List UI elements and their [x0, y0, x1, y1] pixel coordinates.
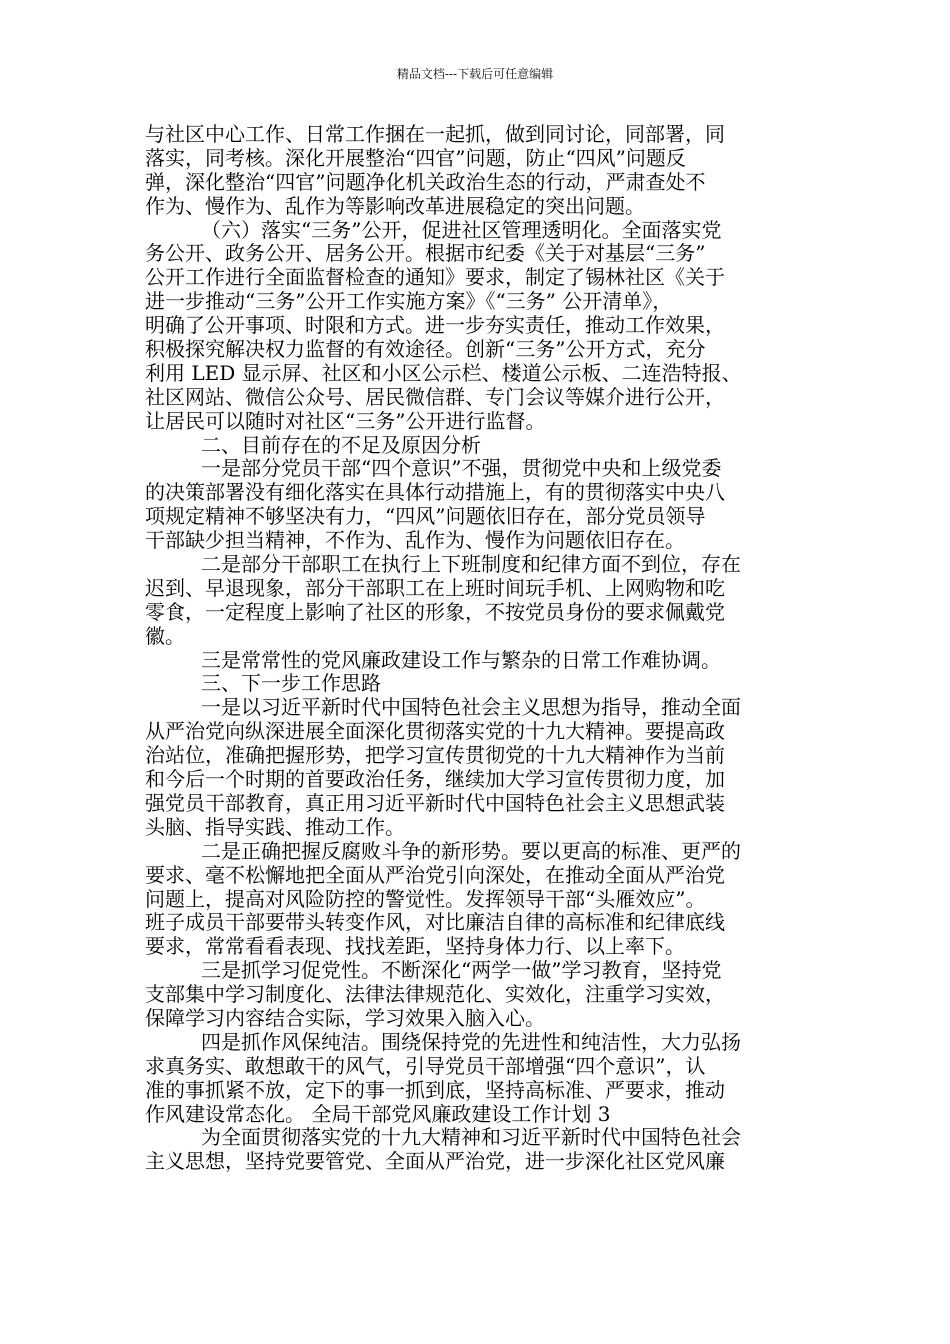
text-line: 干部缺少担当精神，不作为、乱作为、慢作为问题依旧存在。: [145, 528, 685, 553]
text-line: 迟到、早退现象，部分干部职工在上班时间玩手机、上网购物和吃: [145, 575, 725, 600]
text-line: 一是以习近平新时代中国特色社会主义思想为指导，推动全面: [201, 695, 741, 720]
text-line: 治站位，准确把握形势，把学习宣传贯彻党的十九大精神作为当前: [145, 743, 725, 768]
text-line: 与社区中心工作、日常工作捆在一起抓，做到同讨论，同部署，同: [145, 122, 725, 146]
text-line: 作风建设常态化。 全局干部党风廉政建设工作计划 3: [145, 1101, 611, 1126]
text-line: 问题上，提高对风险防控的警觉性。发挥领导干部“头雁效应”。: [145, 886, 706, 911]
text-line: 务公开、政务公开、居务公开。根据市纪委《关于对基层“三务”: [145, 241, 706, 266]
text-line: 二是正确把握反腐败斗争的新形势。要以更高的标准、更严的: [201, 838, 741, 863]
text-line: 社区网站、微信公众号、居民微信群、专门会议等媒介进行公开，: [145, 384, 725, 409]
text-line: 头脑、指导实践、推动工作。: [145, 814, 405, 839]
text-line: 三是抓学习促党性。不断深化“两学一做”学习教育，坚持党: [201, 958, 722, 983]
text-line: 和今后一个时期的首要政治任务，继续加大学习宣传贯彻力度，加: [145, 767, 725, 792]
text-line: 三、下一步工作思路: [201, 671, 381, 696]
text-line: 主义思想，坚持党要管党、全面从严治党，进一步深化社区党风廉: [145, 1149, 725, 1174]
text-line: （六）落实“三务”公开，促进社区管理透明化。全面落实党: [201, 217, 722, 242]
text-line: 落实，同考核。深化开展整治“四官”问题，防止“四风”问题反: [145, 145, 686, 170]
text-line: 求真务实、敢想敢干的风气，引导党员干部增强“四个意识”，认: [145, 1053, 706, 1078]
text-line: 保障学习内容结合实际，学习效果入脑入心。: [145, 1005, 545, 1030]
text-line: 的决策部署没有细化落实在具体行动措施上，有的贯彻落实中央八: [145, 480, 725, 505]
text-line: 支部集中学习制度化、法律法律规范化、实效化，注重学习实效，: [145, 982, 725, 1007]
text-line: 要求，常常看看表现、找找差距，坚持身体力行、以上率下。: [145, 934, 685, 959]
text-line: 零食，一定程度上影响了社区的形象，不按党员身份的要求佩戴党: [145, 599, 725, 624]
text-line: 强党员干部教育，真正用习近平新时代中国特色社会主义思想武装: [145, 790, 725, 815]
text-line: 明确了公开事项、时限和方式。进一步夯实责任，推动工作效果，: [145, 313, 725, 338]
document-body: [145, 123, 815, 1174]
text-line: 为全面贯彻落实党的十九大精神和习近平新时代中国特色社会: [201, 1125, 741, 1150]
text-line: 要求、毫不松懈地把全面从严治党引向深处，在推动全面从严治党: [145, 862, 725, 887]
text-line: 徽。: [145, 623, 185, 648]
text-line: 利用 LED 显示屏、社区和小区公示栏、楼道公示板、二连浩特报、: [145, 360, 742, 385]
text-line: 四是抓作风保纯洁。围绕保持党的先进性和纯洁性，大力弘扬: [201, 1029, 741, 1054]
text-line: 从严治党向纵深进展全面深化贯彻落实党的十九大精神。要提高政: [145, 719, 725, 744]
page-header: 精品文档---下载后可任意编辑: [396, 67, 554, 81]
text-line: 二、目前存在的不足及原因分析: [201, 432, 481, 457]
text-line: 让居民可以随时对社区“三务”公开进行监督。: [145, 408, 546, 433]
text-line: 作为、慢作为、乱作为等影响改革进展稳定的突出问题。: [145, 193, 645, 218]
text-line: 进一步推动“三务”公开工作实施方案》《“三务” 公开清单》，: [145, 289, 673, 314]
text-line: 积极探究解决权力监督的有效途径。创新“三务”公开方式，充分: [145, 337, 706, 362]
text-line: 二是部分干部职工在执行上下班制度和纪律方面不到位，存在: [201, 552, 741, 577]
text-line: 弹，深化整治“四官”问题净化机关政治生态的行动，严肃查处不: [145, 169, 706, 194]
text-line: 准的事抓紧不放，定下的事一抓到底，坚持高标准、严要求，推动: [145, 1077, 725, 1102]
text-line: 公开工作进行全面监督检查的通知》要求，制定了锡林社区《关于: [145, 265, 725, 290]
text-line: 一是部分党员干部“四个意识”不强，贯彻党中央和上级党委: [201, 456, 722, 481]
text-line: 三是常常性的党风廉政建设工作与繁杂的日常工作难协调。: [201, 647, 721, 672]
text-line: 项规定精神不够坚决有力，“四风”问题依旧存在，部分党员领导: [145, 504, 706, 529]
text-line: 班子成员干部要带头转变作风，对比廉洁自律的高标准和纪律底线: [145, 910, 725, 935]
